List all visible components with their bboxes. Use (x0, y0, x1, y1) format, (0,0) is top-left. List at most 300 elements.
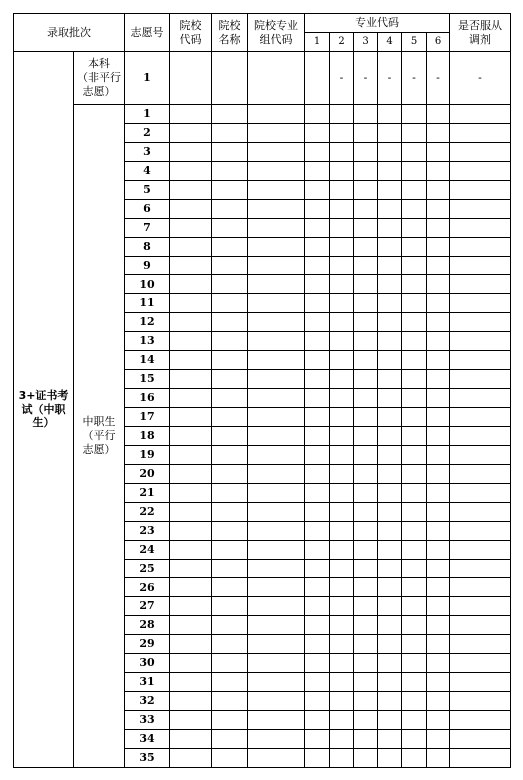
major-code-cell[interactable] (305, 142, 330, 161)
school-name-cell[interactable] (212, 105, 248, 124)
major-code-cell[interactable] (427, 332, 450, 351)
major-code-cell[interactable] (354, 729, 378, 748)
adjust-cell[interactable] (450, 313, 511, 332)
group-code-cell[interactable] (248, 654, 305, 673)
adjust-cell[interactable] (450, 445, 511, 464)
major-code-cell[interactable] (305, 521, 330, 540)
group-code-cell[interactable] (248, 161, 305, 180)
major-code-cell[interactable] (402, 540, 427, 559)
major-code-cell[interactable] (354, 692, 378, 711)
major-code-cell[interactable] (402, 408, 427, 427)
major-code-cell[interactable] (305, 161, 330, 180)
adjust-cell[interactable] (450, 370, 511, 389)
major-code-cell[interactable] (330, 578, 354, 597)
school-name-cell[interactable] (212, 332, 248, 351)
school-code-cell[interactable] (170, 483, 212, 502)
major-code-cell[interactable] (330, 654, 354, 673)
major-code-cell[interactable] (378, 521, 402, 540)
group-code-cell[interactable] (248, 408, 305, 427)
school-name-cell[interactable] (212, 673, 248, 692)
major-code-cell[interactable] (378, 294, 402, 313)
major-code-cell[interactable] (427, 351, 450, 370)
major-code-cell[interactable] (427, 464, 450, 483)
major-code-cell[interactable] (354, 294, 378, 313)
major-code-cell[interactable] (305, 389, 330, 408)
major-code-cell[interactable] (378, 370, 402, 389)
major-code-cell[interactable] (330, 408, 354, 427)
school-code-cell[interactable] (170, 294, 212, 313)
major-code-cell[interactable] (354, 673, 378, 692)
adjust-cell[interactable] (450, 616, 511, 635)
major-code-cell[interactable] (402, 237, 427, 256)
major-code-cell[interactable] (354, 142, 378, 161)
major-code-cell[interactable] (378, 578, 402, 597)
major-code-cell[interactable] (305, 313, 330, 332)
major-code-cell[interactable] (305, 275, 330, 294)
major-code-cell[interactable] (378, 502, 402, 521)
major-code-cell[interactable] (378, 105, 402, 124)
adjust-cell[interactable] (450, 673, 511, 692)
group-code-cell[interactable] (248, 521, 305, 540)
school-name-cell[interactable] (212, 654, 248, 673)
school-code-cell[interactable] (170, 578, 212, 597)
major-code-cell[interactable] (402, 445, 427, 464)
school-name-cell[interactable] (212, 502, 248, 521)
major-code-cell[interactable] (354, 483, 378, 502)
major-code-cell[interactable] (354, 426, 378, 445)
major-code-cell[interactable] (427, 483, 450, 502)
adjust-cell[interactable] (450, 142, 511, 161)
school-code-cell[interactable] (170, 218, 212, 237)
major-code-cell[interactable] (378, 332, 402, 351)
adjust-cell[interactable] (450, 408, 511, 427)
school-code-cell[interactable] (170, 389, 212, 408)
major-code-cell[interactable] (402, 123, 427, 142)
group-code-cell[interactable] (248, 692, 305, 711)
major-code-cell[interactable] (330, 540, 354, 559)
major-code-cell[interactable] (402, 729, 427, 748)
adjust-cell[interactable] (450, 521, 511, 540)
group-code-cell[interactable] (248, 502, 305, 521)
major-code-cell[interactable] (427, 389, 450, 408)
school-code-cell[interactable] (170, 654, 212, 673)
group-code-cell[interactable] (248, 673, 305, 692)
major-code-cell[interactable] (427, 502, 450, 521)
group-code-cell[interactable] (248, 275, 305, 294)
major-code-cell[interactable] (330, 313, 354, 332)
major-code-cell[interactable] (330, 161, 354, 180)
group-code-cell[interactable] (248, 52, 305, 105)
major-code-cell[interactable] (354, 199, 378, 218)
major-code-cell[interactable] (305, 597, 330, 616)
major-code-cell[interactable] (378, 635, 402, 654)
group-code-cell[interactable] (248, 123, 305, 142)
major-code-cell[interactable] (305, 616, 330, 635)
major-code-cell[interactable] (354, 521, 378, 540)
major-code-cell[interactable] (402, 616, 427, 635)
school-code-cell[interactable] (170, 502, 212, 521)
major-code-cell[interactable] (427, 237, 450, 256)
major-code-cell[interactable] (354, 237, 378, 256)
school-name-cell[interactable] (212, 237, 248, 256)
major-code-cell[interactable] (402, 597, 427, 616)
major-code-cell[interactable] (427, 142, 450, 161)
major-code-cell[interactable] (427, 729, 450, 748)
major-code-cell[interactable] (330, 142, 354, 161)
school-code-cell[interactable] (170, 597, 212, 616)
major-code-cell[interactable] (427, 559, 450, 578)
school-code-cell[interactable] (170, 408, 212, 427)
school-name-cell[interactable] (212, 313, 248, 332)
major-code-cell[interactable] (305, 502, 330, 521)
major-code-cell[interactable] (402, 218, 427, 237)
major-code-cell[interactable] (330, 692, 354, 711)
group-code-cell[interactable] (248, 218, 305, 237)
adjust-cell[interactable] (450, 540, 511, 559)
major-code-cell[interactable] (354, 711, 378, 730)
major-code-cell[interactable] (330, 464, 354, 483)
major-code-cell[interactable] (330, 256, 354, 275)
major-code-cell[interactable] (305, 180, 330, 199)
major-code-cell[interactable] (330, 105, 354, 124)
major-code-cell[interactable] (305, 464, 330, 483)
major-code-cell[interactable] (402, 105, 427, 124)
major-code-cell[interactable] (427, 654, 450, 673)
major-code-cell[interactable] (378, 616, 402, 635)
group-code-cell[interactable] (248, 711, 305, 730)
school-name-cell[interactable] (212, 180, 248, 199)
major-code-cell[interactable] (427, 408, 450, 427)
major-code-cell[interactable] (305, 370, 330, 389)
major-code-cell[interactable] (330, 237, 354, 256)
major-code-cell[interactable] (427, 294, 450, 313)
school-code-cell[interactable] (170, 180, 212, 199)
major-code-cell[interactable] (305, 351, 330, 370)
adjust-cell[interactable] (450, 426, 511, 445)
major-code-cell[interactable] (305, 692, 330, 711)
school-code-cell[interactable] (170, 142, 212, 161)
adjust-cell[interactable] (450, 199, 511, 218)
major-code-cell[interactable]: - (378, 52, 402, 105)
major-code-cell[interactable] (378, 445, 402, 464)
major-code-cell[interactable] (330, 673, 354, 692)
major-code-cell[interactable] (305, 729, 330, 748)
major-code-cell[interactable] (427, 711, 450, 730)
major-code-cell[interactable] (402, 654, 427, 673)
group-code-cell[interactable] (248, 237, 305, 256)
group-code-cell[interactable] (248, 729, 305, 748)
major-code-cell[interactable] (427, 578, 450, 597)
major-code-cell[interactable] (305, 105, 330, 124)
major-code-cell[interactable] (378, 692, 402, 711)
major-code-cell[interactable] (427, 426, 450, 445)
major-code-cell[interactable] (378, 711, 402, 730)
major-code-cell[interactable]: - (354, 52, 378, 105)
major-code-cell[interactable] (427, 445, 450, 464)
group-code-cell[interactable] (248, 105, 305, 124)
major-code-cell[interactable] (354, 105, 378, 124)
major-code-cell[interactable] (305, 559, 330, 578)
adjust-cell[interactable] (450, 351, 511, 370)
school-code-cell[interactable] (170, 616, 212, 635)
group-code-cell[interactable] (248, 635, 305, 654)
major-code-cell[interactable] (305, 123, 330, 142)
major-code-cell[interactable] (354, 123, 378, 142)
school-name-cell[interactable] (212, 692, 248, 711)
school-name-cell[interactable] (212, 445, 248, 464)
major-code-cell[interactable] (305, 294, 330, 313)
school-code-cell[interactable] (170, 351, 212, 370)
major-code-cell[interactable] (354, 464, 378, 483)
major-code-cell[interactable] (378, 559, 402, 578)
major-code-cell[interactable] (305, 237, 330, 256)
major-code-cell[interactable] (402, 673, 427, 692)
major-code-cell[interactable] (354, 313, 378, 332)
major-code-cell[interactable] (305, 408, 330, 427)
school-code-cell[interactable] (170, 275, 212, 294)
school-name-cell[interactable] (212, 294, 248, 313)
major-code-cell[interactable] (354, 370, 378, 389)
group-code-cell[interactable] (248, 616, 305, 635)
major-code-cell[interactable] (305, 483, 330, 502)
major-code-cell[interactable] (354, 616, 378, 635)
group-code-cell[interactable] (248, 294, 305, 313)
major-code-cell[interactable] (427, 256, 450, 275)
group-code-cell[interactable] (248, 426, 305, 445)
major-code-cell[interactable] (354, 540, 378, 559)
major-code-cell[interactable] (354, 559, 378, 578)
major-code-cell[interactable] (305, 748, 330, 767)
school-code-cell[interactable] (170, 161, 212, 180)
school-code-cell[interactable] (170, 673, 212, 692)
major-code-cell[interactable] (330, 332, 354, 351)
major-code-cell[interactable] (402, 332, 427, 351)
adjust-cell[interactable] (450, 597, 511, 616)
group-code-cell[interactable] (248, 540, 305, 559)
group-code-cell[interactable] (248, 578, 305, 597)
major-code-cell[interactable] (354, 218, 378, 237)
major-code-cell[interactable] (354, 389, 378, 408)
group-code-cell[interactable] (248, 332, 305, 351)
major-code-cell[interactable] (402, 161, 427, 180)
major-code-cell[interactable] (427, 123, 450, 142)
major-code-cell[interactable] (402, 692, 427, 711)
adjust-cell[interactable] (450, 748, 511, 767)
adjust-cell[interactable] (450, 711, 511, 730)
school-code-cell[interactable] (170, 370, 212, 389)
major-code-cell[interactable] (330, 616, 354, 635)
major-code-cell[interactable] (427, 275, 450, 294)
school-name-cell[interactable] (212, 521, 248, 540)
major-code-cell[interactable] (402, 464, 427, 483)
school-code-cell[interactable] (170, 426, 212, 445)
major-code-cell[interactable] (354, 654, 378, 673)
major-code-cell[interactable] (354, 408, 378, 427)
adjust-cell[interactable] (450, 218, 511, 237)
adjust-cell[interactable] (450, 578, 511, 597)
major-code-cell[interactable] (330, 597, 354, 616)
major-code-cell[interactable] (427, 105, 450, 124)
school-name-cell[interactable] (212, 559, 248, 578)
school-name-cell[interactable] (212, 142, 248, 161)
major-code-cell[interactable] (330, 275, 354, 294)
school-name-cell[interactable] (212, 616, 248, 635)
major-code-cell[interactable] (378, 464, 402, 483)
major-code-cell[interactable] (378, 351, 402, 370)
school-name-cell[interactable] (212, 597, 248, 616)
school-code-cell[interactable] (170, 521, 212, 540)
adjust-cell[interactable] (450, 237, 511, 256)
major-code-cell[interactable] (378, 313, 402, 332)
school-name-cell[interactable] (212, 218, 248, 237)
school-code-cell[interactable] (170, 123, 212, 142)
major-code-cell[interactable] (378, 597, 402, 616)
school-code-cell[interactable] (170, 464, 212, 483)
group-code-cell[interactable] (248, 313, 305, 332)
adjust-cell[interactable] (450, 635, 511, 654)
major-code-cell[interactable] (402, 351, 427, 370)
major-code-cell[interactable] (305, 673, 330, 692)
major-code-cell[interactable] (305, 426, 330, 445)
major-code-cell[interactable] (402, 483, 427, 502)
school-name-cell[interactable] (212, 426, 248, 445)
school-code-cell[interactable] (170, 692, 212, 711)
group-code-cell[interactable] (248, 464, 305, 483)
adjust-cell[interactable] (450, 275, 511, 294)
major-code-cell[interactable] (305, 218, 330, 237)
school-name-cell[interactable] (212, 351, 248, 370)
adjust-cell[interactable] (450, 483, 511, 502)
adjust-cell[interactable] (450, 105, 511, 124)
major-code-cell[interactable] (354, 161, 378, 180)
major-code-cell[interactable] (354, 180, 378, 199)
major-code-cell[interactable] (330, 711, 354, 730)
major-code-cell[interactable] (378, 142, 402, 161)
major-code-cell[interactable] (330, 389, 354, 408)
school-name-cell[interactable] (212, 578, 248, 597)
major-code-cell[interactable] (402, 180, 427, 199)
major-code-cell[interactable] (402, 635, 427, 654)
major-code-cell[interactable] (330, 635, 354, 654)
major-code-cell[interactable] (354, 332, 378, 351)
major-code-cell[interactable] (330, 180, 354, 199)
major-code-cell[interactable] (378, 256, 402, 275)
major-code-cell[interactable] (305, 199, 330, 218)
major-code-cell[interactable] (378, 483, 402, 502)
school-code-cell[interactable] (170, 313, 212, 332)
school-code-cell[interactable] (170, 635, 212, 654)
group-code-cell[interactable] (248, 256, 305, 275)
group-code-cell[interactable] (248, 445, 305, 464)
major-code-cell[interactable] (354, 502, 378, 521)
group-code-cell[interactable] (248, 389, 305, 408)
major-code-cell[interactable] (402, 559, 427, 578)
major-code-cell[interactable] (378, 408, 402, 427)
adjust-cell[interactable] (450, 464, 511, 483)
group-code-cell[interactable] (248, 559, 305, 578)
major-code-cell[interactable] (378, 654, 402, 673)
major-code-cell[interactable] (378, 729, 402, 748)
school-name-cell[interactable] (212, 748, 248, 767)
adjust-cell[interactable] (450, 256, 511, 275)
major-code-cell[interactable] (305, 711, 330, 730)
school-name-cell[interactable] (212, 729, 248, 748)
adjust-cell[interactable] (450, 654, 511, 673)
major-code-cell[interactable] (330, 294, 354, 313)
major-code-cell[interactable] (402, 294, 427, 313)
school-code-cell[interactable] (170, 52, 212, 105)
group-code-cell[interactable] (248, 199, 305, 218)
adjust-cell[interactable] (450, 729, 511, 748)
group-code-cell[interactable] (248, 748, 305, 767)
school-name-cell[interactable] (212, 161, 248, 180)
major-code-cell[interactable]: - (330, 52, 354, 105)
major-code-cell[interactable] (402, 748, 427, 767)
school-code-cell[interactable] (170, 105, 212, 124)
major-code-cell[interactable] (402, 199, 427, 218)
school-name-cell[interactable] (212, 635, 248, 654)
major-code-cell[interactable] (330, 559, 354, 578)
major-code-cell[interactable] (402, 256, 427, 275)
major-code-cell[interactable] (427, 313, 450, 332)
major-code-cell[interactable] (378, 123, 402, 142)
major-code-cell[interactable] (402, 142, 427, 161)
school-code-cell[interactable] (170, 748, 212, 767)
major-code-cell[interactable] (427, 521, 450, 540)
major-code-cell[interactable] (427, 540, 450, 559)
major-code-cell[interactable] (427, 370, 450, 389)
school-code-cell[interactable] (170, 559, 212, 578)
adjust-cell[interactable]: - (450, 52, 511, 105)
school-name-cell[interactable] (212, 123, 248, 142)
major-code-cell[interactable] (305, 445, 330, 464)
major-code-cell[interactable] (378, 426, 402, 445)
school-name-cell[interactable] (212, 540, 248, 559)
major-code-cell[interactable] (378, 180, 402, 199)
major-code-cell[interactable] (305, 332, 330, 351)
major-code-cell[interactable] (378, 161, 402, 180)
group-code-cell[interactable] (248, 370, 305, 389)
school-name-cell[interactable] (212, 464, 248, 483)
school-code-cell[interactable] (170, 540, 212, 559)
adjust-cell[interactable] (450, 180, 511, 199)
school-code-cell[interactable] (170, 332, 212, 351)
major-code-cell[interactable] (427, 635, 450, 654)
major-code-cell[interactable] (378, 218, 402, 237)
adjust-cell[interactable] (450, 502, 511, 521)
school-name-cell[interactable] (212, 256, 248, 275)
major-code-cell[interactable] (354, 748, 378, 767)
school-name-cell[interactable] (212, 275, 248, 294)
adjust-cell[interactable] (450, 559, 511, 578)
major-code-cell[interactable] (305, 578, 330, 597)
major-code-cell[interactable] (305, 635, 330, 654)
major-code-cell[interactable] (330, 748, 354, 767)
school-name-cell[interactable] (212, 711, 248, 730)
major-code-cell[interactable] (402, 502, 427, 521)
school-code-cell[interactable] (170, 711, 212, 730)
group-code-cell[interactable] (248, 142, 305, 161)
major-code-cell[interactable] (402, 275, 427, 294)
school-name-cell[interactable] (212, 408, 248, 427)
adjust-cell[interactable] (450, 161, 511, 180)
major-code-cell[interactable] (305, 654, 330, 673)
major-code-cell[interactable] (427, 218, 450, 237)
major-code-cell[interactable] (427, 199, 450, 218)
major-code-cell[interactable] (330, 426, 354, 445)
major-code-cell[interactable] (330, 445, 354, 464)
major-code-cell[interactable] (402, 370, 427, 389)
